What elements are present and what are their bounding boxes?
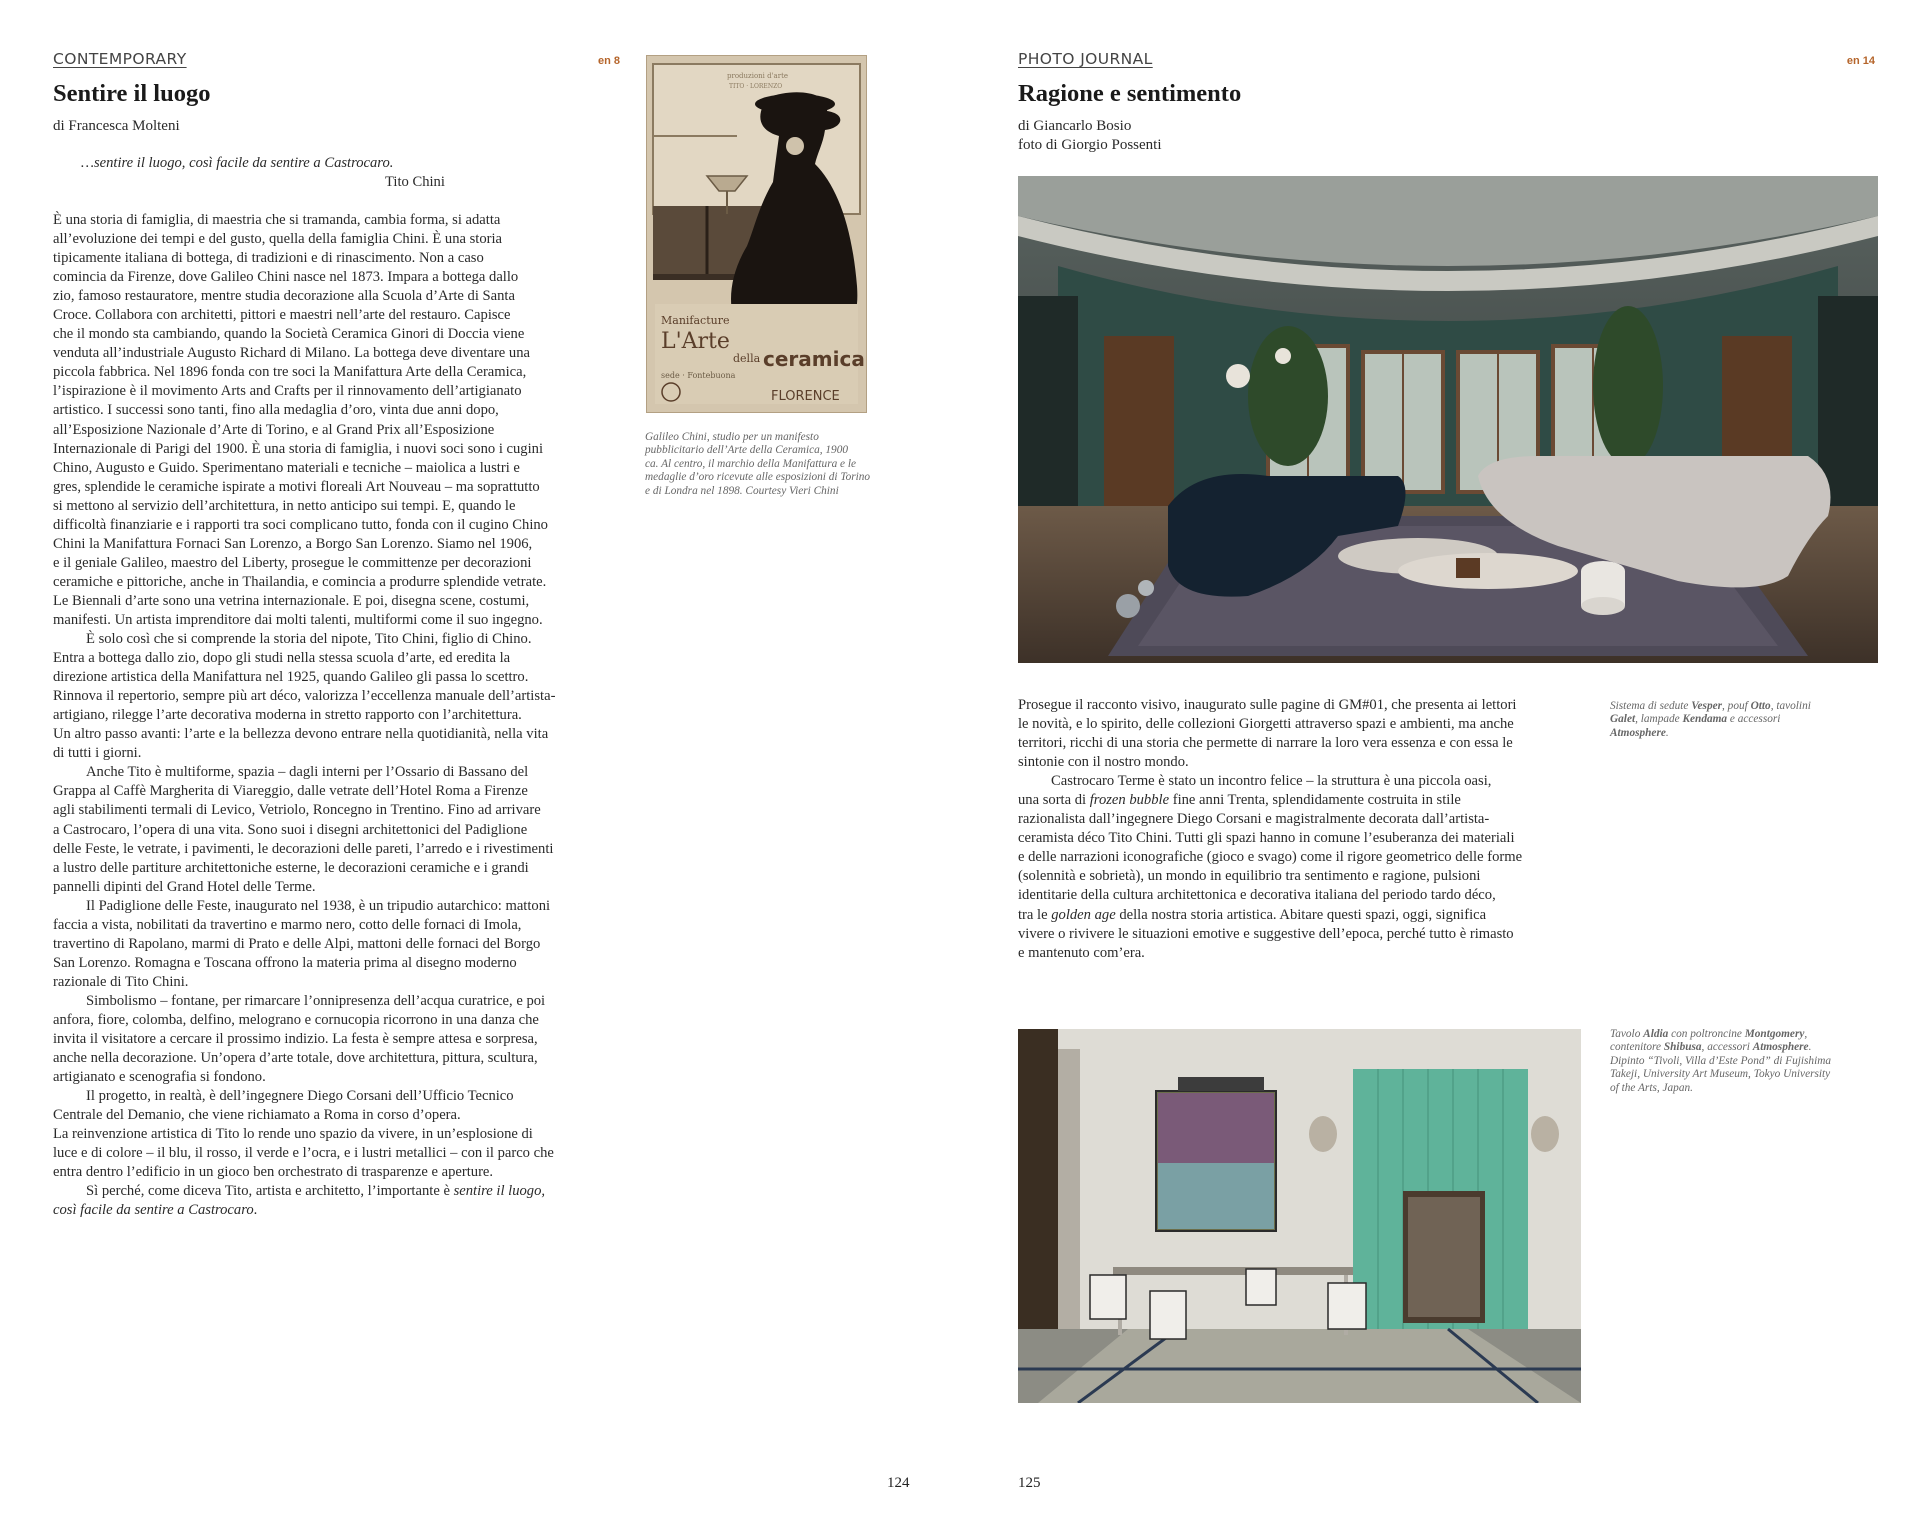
body-line: faccia a vista, nobilitati da travertino e marmo nero, cotto delle fornaci di Imola, [53, 916, 522, 933]
body-line: È una storia di famiglia, di maestria che si tramanda, cambia forma, si adatta [53, 212, 501, 228]
body-line: entra dentro l’edificio in un gioco ben orchestrato di trasparenze e aperture. [53, 1164, 494, 1181]
caption-run: . [1665, 726, 1669, 739]
body-line: difficoltà finanziarie e i rapporti tra soci complicano tutto, fonda con il cugino Chino [53, 516, 548, 533]
body-line: anfora, fiore, colomba, delfino, melograno e cornucopia ricorrono in una danza che [53, 1011, 539, 1028]
caption-line [1610, 1028, 1880, 1041]
body-line: Internazionale di Parigi del 1900. È una storia di famiglia, i nuovi soci sono i cugini [53, 440, 544, 457]
body-line: Il Padiglione delle Feste, inaugurato nel 1938, è un tripudio autarchico: mattoni [86, 897, 551, 914]
body-line: Chino, Augusto e Guido. Sperimentano materiali e tecniche – maiolica a lustri e [53, 459, 520, 476]
poster-manifacture-text: Manifacture [661, 314, 730, 327]
dining-room-illustration [1018, 1029, 1581, 1403]
caption-line: medaglie d’oro ricevute alle esposizioni di Torino [645, 471, 871, 484]
body-line: Entra a bottega dallo zio, dopo gli studi nella stessa scuola d’arte, ed eredita la [53, 650, 511, 667]
body-line: piccola fabbrica. Nel 1896 fonda con tre soci la Manifattura Arte della Ceramica, [53, 364, 527, 381]
right-byline-author: di Giancarlo Bosio [1018, 118, 1132, 134]
body-line: e mantenuto com’era. [1018, 944, 1145, 961]
caption-run: con poltroncine [1668, 1028, 1745, 1040]
body-line: Un altro passo avanti: l’arte e la bellezza devono entrare nella quotidianità, nella vita [53, 726, 549, 743]
caption-line [1610, 727, 1880, 740]
caption-product: Atmosphere [1610, 726, 1666, 739]
body-line: invita il visitatore a cercare il prossimo indizio. La festa è sempre attesa e sorpresa, [53, 1031, 538, 1048]
right-page-ref: en 14 [1846, 55, 1875, 67]
body-line: vivere o rivivere le situazioni emotive e suggestive dell’epoca, perché tutto è rimasto [1018, 925, 1514, 942]
left-body-text [53, 211, 613, 1220]
body-text-run: Sì perché, come diceva Tito, artista e architetto, l’importante è [86, 1183, 454, 1200]
body-line: direzione artistica della Manifattura nel 1925, quando Galileo gli passa lo scettro. [53, 669, 529, 686]
body-line: tipicamente italiana di bottega, di tradizioni e di rinascimento. Non a caso [53, 250, 484, 267]
body-line: identitarie della cultura architettonica e decorativa italiana del periodo tardo déco, [1018, 887, 1496, 904]
body-line: delle Feste, le vetrate, i pavimenti, le decorazioni delle pareti, l’arredo e i rivestimenti [53, 840, 554, 857]
caption-product: Kendama [1682, 713, 1728, 726]
left-article-title: Sentire il luogo [53, 80, 211, 107]
caption-line: pubblicitario dell’Arte della Ceramica, 1900 [645, 444, 849, 457]
body-italic-run: sentire il luogo, [453, 1183, 546, 1200]
caption-line [1610, 700, 1880, 713]
body-line: agli stabilimenti termali di Levico, Vetriolo, Roncegno in Trentino. Fino ad arrivare [53, 802, 541, 819]
body-line: Prosegue il racconto visivo, inaugurato sulle pagine di GM#01, che presenta ai lettori [1018, 697, 1517, 713]
body-line: si mettono al servizio dell’architettura, in netto anticipo sui tempi. E, quando le [53, 497, 516, 514]
right-body-text [1018, 696, 1588, 963]
right-section-label: PHOTO JOURNAL [1018, 50, 1153, 68]
body-text-run: della nostra storia artistica. Abitare questi spazi, oggi, significa [1115, 906, 1487, 923]
body-line: La reinvenzione artistica di Tito lo rende uno spazio da vivere, in un’esplosione di [53, 1126, 533, 1143]
body-line: Centrale del Demanio, che viene richiamato a Roma in corso d’opera. [53, 1107, 461, 1124]
living-room-photo [1018, 176, 1878, 663]
body-line: territori, ricchi di una storia che permette di narrare la loro vera essenza e con essa le [1018, 735, 1513, 752]
body-line: luce e di colore – il blu, il rosso, il verde e l’ocra, e i lustri metallici – con il parco che [53, 1145, 554, 1162]
poster-della-text: della [733, 352, 761, 365]
body-text-run: una sorta di [1018, 792, 1090, 809]
body-line: e delle narrazioni iconografiche (gioco e svago) come il rigore geometrico delle forme [1018, 849, 1523, 866]
caption-run: , pouf [1722, 700, 1751, 712]
body-line: comincia da Firenze, dove Galileo Chini nasce nel 1873. Impara a bottega dallo [53, 269, 519, 286]
caption-line: Takeji, University Art Museum, Tokyo University [1610, 1068, 1831, 1081]
body-line: San Lorenzo. Romagna e Toscana offrono la materia prima al disegno moderno [53, 954, 517, 971]
body-italic-run: golden age [1051, 906, 1116, 923]
body-line: pannelli dipinti del Grand Hotel delle Terme. [53, 878, 316, 895]
body-line: manifesti. Un artista imprenditore dai molti talenti, multiformi come il suo ingegno. [53, 611, 543, 628]
caption-line: ca. Al centro, il marchio della Manifattura e le [645, 457, 857, 470]
caption-run: Tavolo [1610, 1028, 1644, 1040]
caption-run: , [1804, 1028, 1808, 1040]
body-line: Le Biennali d’arte sono una vetrina internazionale. E poi, disegna scene, costumi, [53, 592, 530, 609]
body-line: artigiano, rilegge l’arte decorativa moderna in stretto rapporto con l’architettura. [53, 707, 522, 724]
body-line: (solennità e sobrietà), un mondo in equilibrio tra sentimento e ragione, pulsioni [1018, 868, 1481, 885]
caption-run: , accessori [1701, 1041, 1753, 1054]
body-line: che il mondo sta cambiando, quando la Società Ceramica Ginori di Doccia viene [53, 326, 525, 343]
caption-product: Montgomery [1744, 1028, 1805, 1040]
body-italic-run: frozen bubble [1089, 792, 1170, 809]
poster-top-text: produzioni d'arte [727, 72, 789, 80]
body-line: anche nella decorazione. Un’opera d’arte totale, dove architettura, pittura, scultura, [53, 1050, 538, 1067]
right-article-title: Ragione e sentimento [1018, 80, 1242, 107]
body-line: e il geniale Galileo, maestro del Liberty, prosegue le committenze per decorazioni [53, 554, 532, 571]
caption-run: , tavolini [1770, 700, 1811, 712]
body-line: ceramiche e pittoriche, anche in Thailandia, e comincia a produrre splendide vetrate. [53, 573, 547, 590]
caption-run: contenitore [1610, 1041, 1664, 1054]
caption-run: , lampade [1635, 713, 1683, 726]
body-line: all’evoluzione dei tempi e del gusto, quella della famiglia Chini. È una storia [53, 231, 503, 248]
caption-line [1610, 713, 1880, 726]
body-line: Grappa al Caffè Margherita di Viareggio, dalle vetrate dell’Hotel Roma a Firenze [53, 783, 528, 800]
left-section-label: CONTEMPORARY [53, 50, 187, 68]
poster-top-text-2: TITO · LORENZO [729, 83, 783, 90]
caption-line: Dipinto “Tivoli, Villa d’Este Pond” di Fujishima [1610, 1054, 1832, 1067]
body-line: razionalista dall’ingegnere Diego Corsani e magistralmente decorata dall’artista- [1018, 811, 1490, 828]
left-byline: di Francesca Molteni [53, 118, 180, 134]
body-line: gres, splendide le ceramiche ispirate a motivi floreali Art Nouveau – ma soprattutto [53, 478, 540, 495]
caption-line [1610, 1041, 1880, 1054]
caption-product: Galet [1610, 713, 1636, 726]
body-line [53, 1182, 613, 1201]
caption-line: of the Arts, Japan. [1610, 1081, 1693, 1094]
body-line [53, 1201, 613, 1220]
body-line: all’Esposizione Nazionale d’Arte di Torino, e al Grand Prix all’Esposizione [53, 421, 495, 438]
body-line: venduta all’industriale Augusto Richard di Milano. La bottega deve diventare una [53, 345, 530, 362]
poster-larte-text: L'Arte [661, 329, 730, 354]
body-line: Rinnova il repertorio, sempre più art déco, valorizza l’eccellenza manuale dell’artista- [53, 688, 556, 705]
caption-line: e di Londra nel 1898. Courtesy Vieri Chini [645, 484, 839, 497]
body-line: travertino di Rapolano, marmi di Prato e delle Alpi, mattoni delle fornaci del Borgo [53, 935, 541, 952]
body-line: a lustro delle partiture architettoniche esterne, le decorazioni ceramiche e i grandi [53, 859, 529, 876]
body-text-run: fine anni Trenta, splendidamente costruita in stile [1169, 792, 1461, 809]
body-line: Il progetto, in realtà, è dell’ingegnere Diego Corsani dell’Ufficio Tecnico [86, 1088, 514, 1105]
body-line: Croce. Collabora con architetti, pittori e maestri nell’arte del restauro. Capisce [53, 307, 511, 324]
body-line: zio, famoso restauratore, mentre studia decorazione alla Scuola d’Arte di Santa [53, 288, 515, 305]
left-folio: 124 [887, 1475, 910, 1491]
caption-product: Aldia [1643, 1028, 1669, 1040]
caption-product: Vesper [1691, 700, 1723, 712]
living-room-illustration [1018, 176, 1878, 663]
body-line: a Castrocaro, l’opera di una vita. Sono suoi i disegni architettonici del Padiglione [53, 821, 528, 838]
body-line: sintonie con il nostro mondo. [1018, 754, 1189, 771]
body-line: di tutti i giorni. [53, 745, 142, 762]
chini-poster-image [646, 55, 867, 413]
right-folio: 125 [1018, 1475, 1041, 1491]
poster-illustration [647, 56, 866, 412]
right-byline-photo: foto di Giorgio Possenti [1018, 137, 1162, 153]
poster-sub-text: sede · Fontebuona [661, 371, 736, 380]
body-line: ceramista déco Tito Chini. Tutti gli spazi hanno in comune l’esuberanza dei materiali [1018, 830, 1515, 847]
body-line: l’ispirazione è il movimento Arts and Crafts per il rinnovamento dell’artigianato [53, 383, 522, 400]
body-line [1018, 791, 1588, 810]
dining-room-caption [1610, 1028, 1880, 1095]
body-text-run: tra le [1018, 906, 1052, 923]
body-line: Anche Tito è multiforme, spazia – dagli interni per l’Ossario di Bassano del [86, 764, 529, 781]
poster-caption [645, 431, 905, 498]
body-line: È solo così che si comprende la storia del nipote, Tito Chini, figlio di Chino. [86, 631, 532, 648]
epigraph-author: Tito Chini [385, 174, 445, 190]
body-text-run: . [253, 1202, 258, 1219]
body-line: razionale di Tito Chini. [53, 973, 189, 990]
caption-product: Shibusa [1663, 1041, 1702, 1054]
dining-room-photo [1018, 1029, 1581, 1403]
body-line: Simbolismo – fontane, per rimarcare l’onnipresenza dell’acqua curatrice, e poi [86, 992, 546, 1009]
caption-product: Atmosphere [1752, 1041, 1809, 1054]
body-line: artigianato e scenografia si fondono. [53, 1069, 266, 1086]
epigraph-text: …sentire il luogo, così facile da sentire a Castrocaro. [81, 155, 394, 171]
left-page-ref: en 8 [597, 55, 620, 67]
living-room-caption [1610, 700, 1880, 740]
epigraph [81, 154, 393, 173]
poster-ceramica-text: ceramica [763, 347, 865, 371]
body-line: Castrocaro Terme è stato un incontro felice – la struttura è una piccola oasi, [1051, 773, 1492, 790]
body-line [1018, 906, 1588, 925]
body-line: le novità, e lo spirito, delle collezioni Giorgetti attraverso spazi e ambienti, ma anche [1018, 716, 1514, 733]
body-line: artistico. I successi sono tanti, fino alla medaglia d’oro, vinta due anni dopo, [53, 402, 499, 419]
caption-run: e accessori [1727, 713, 1781, 726]
caption-product: Otto [1750, 700, 1771, 712]
body-line: Chini la Manifattura Fornaci San Lorenzo, a Borgo San Lorenzo. Siamo nel 1906, [53, 535, 533, 552]
caption-run: . [1808, 1041, 1812, 1054]
caption-line: Galileo Chini, studio per un manifesto [645, 431, 819, 443]
poster-florence-text: FLORENCE [771, 389, 840, 404]
caption-run: Sistema di sedute [1610, 700, 1692, 712]
body-italic-run: così facile da sentire a Castrocaro [53, 1202, 254, 1219]
